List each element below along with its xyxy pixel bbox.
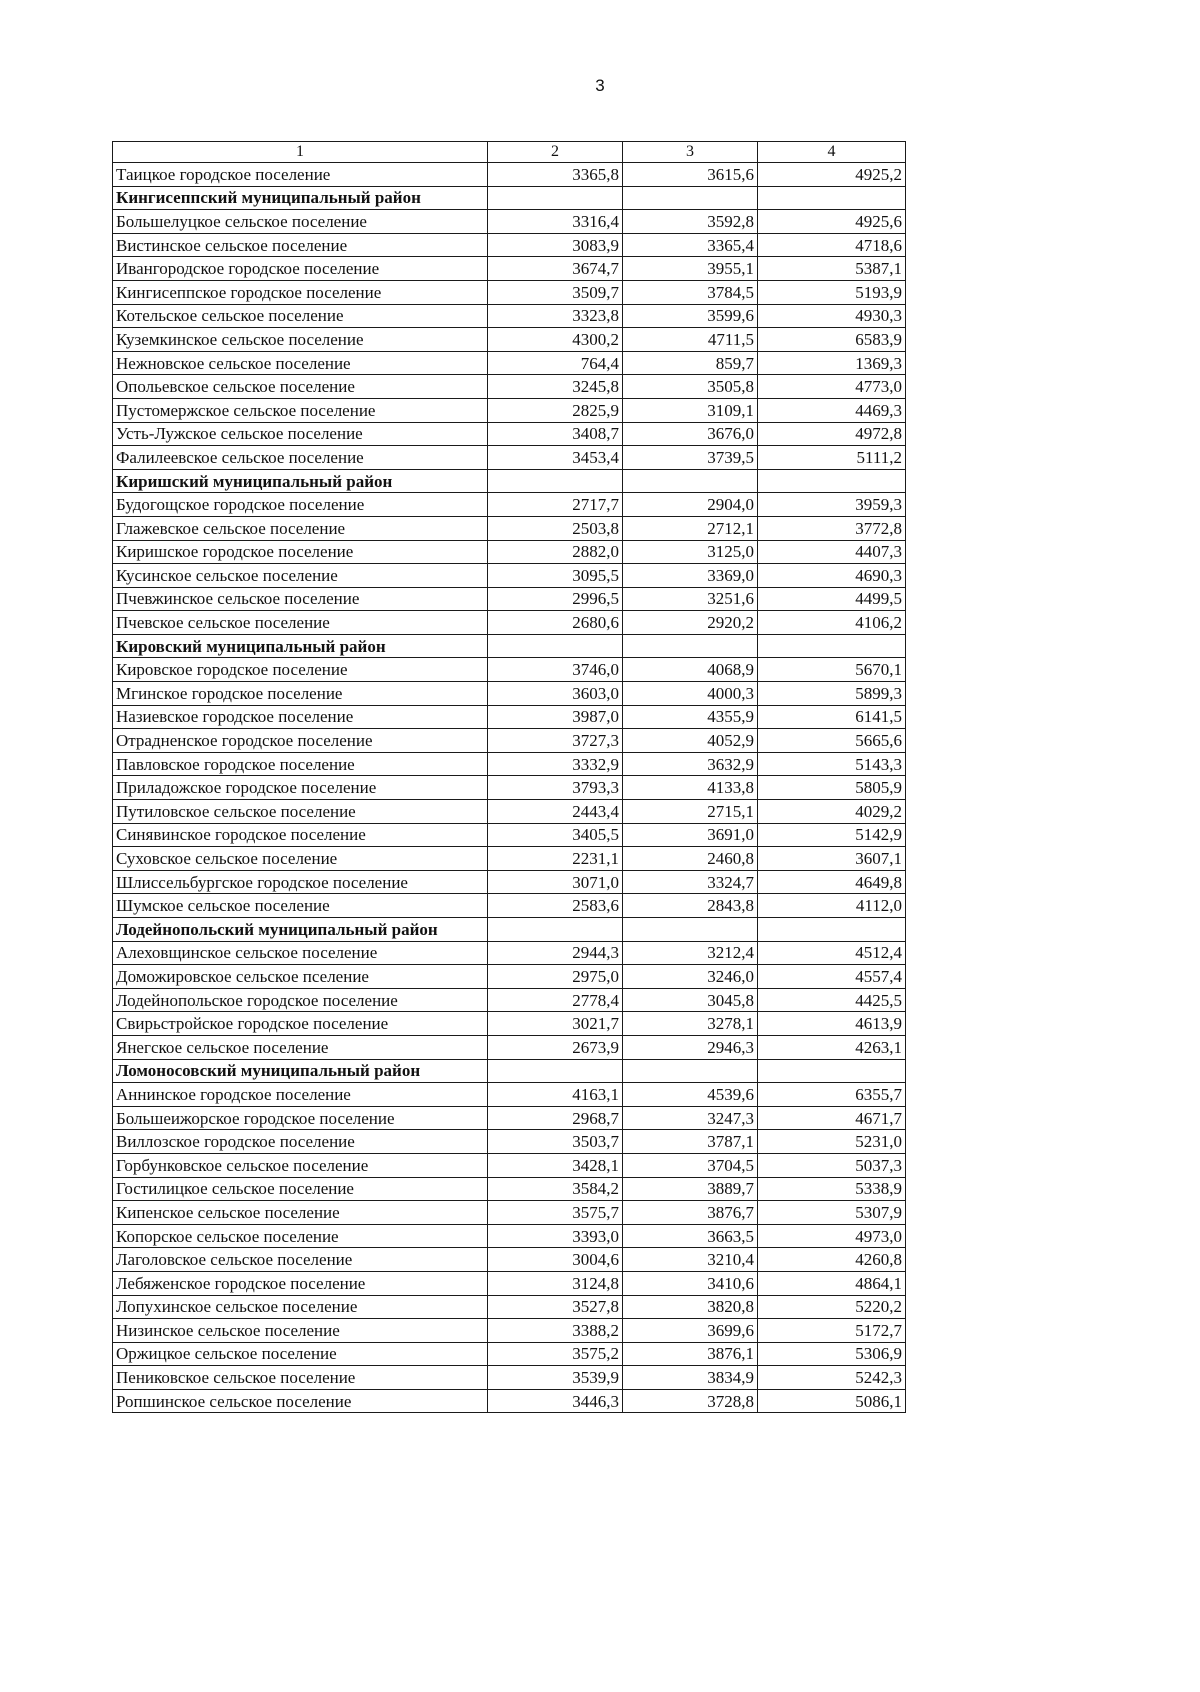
district-row bbox=[113, 918, 906, 942]
table-row bbox=[113, 988, 906, 1012]
table-row bbox=[113, 446, 906, 470]
value-col-4: 4925,6 bbox=[758, 210, 906, 234]
value-col-4: 6583,9 bbox=[758, 328, 906, 352]
value-col-3: 3251,6 bbox=[623, 587, 758, 611]
value-col-2: 3332,9 bbox=[488, 752, 623, 776]
value-col-3: 3278,1 bbox=[623, 1012, 758, 1036]
value-col-3: 4539,6 bbox=[623, 1083, 758, 1107]
empty-cell bbox=[758, 186, 906, 210]
value-col-3: 3739,5 bbox=[623, 446, 758, 470]
value-col-3: 3955,1 bbox=[623, 257, 758, 281]
value-col-3: 3632,9 bbox=[623, 752, 758, 776]
value-col-3: 3691,0 bbox=[623, 823, 758, 847]
value-col-4: 4260,8 bbox=[758, 1248, 906, 1272]
data-table bbox=[112, 141, 906, 1413]
value-col-4: 4469,3 bbox=[758, 398, 906, 422]
table-row bbox=[113, 658, 906, 682]
table-row bbox=[113, 823, 906, 847]
empty-cell bbox=[488, 918, 623, 942]
settlement-name: Кусинское сельское поселение bbox=[113, 564, 488, 588]
settlement-name: Свирьстройское городское поселение bbox=[113, 1012, 488, 1036]
settlement-name: Кировское городское поселение bbox=[113, 658, 488, 682]
settlement-name: Ивангородское городское поселение bbox=[113, 257, 488, 281]
value-col-4: 5037,3 bbox=[758, 1153, 906, 1177]
column-header-2: 2 bbox=[488, 142, 623, 163]
value-col-2: 3746,0 bbox=[488, 658, 623, 682]
value-col-3: 4052,9 bbox=[623, 729, 758, 753]
value-col-2: 2944,3 bbox=[488, 941, 623, 965]
value-col-2: 3316,4 bbox=[488, 210, 623, 234]
value-col-4: 5665,6 bbox=[758, 729, 906, 753]
table-row bbox=[113, 1366, 906, 1390]
table-row bbox=[113, 351, 906, 375]
table-row bbox=[113, 1319, 906, 1343]
table-row bbox=[113, 398, 906, 422]
table-body bbox=[113, 142, 906, 1413]
value-col-3: 2920,2 bbox=[623, 611, 758, 635]
settlement-name: Доможировское сельское пселение bbox=[113, 965, 488, 989]
district-row bbox=[113, 186, 906, 210]
value-col-2: 3503,7 bbox=[488, 1130, 623, 1154]
value-col-4: 5670,1 bbox=[758, 658, 906, 682]
value-col-3: 3676,0 bbox=[623, 422, 758, 446]
table-row bbox=[113, 1201, 906, 1225]
value-col-4: 4512,4 bbox=[758, 941, 906, 965]
value-col-4: 4029,2 bbox=[758, 800, 906, 824]
settlement-name: Пениковское сельское поселение bbox=[113, 1366, 488, 1390]
empty-cell bbox=[488, 469, 623, 493]
empty-cell bbox=[758, 634, 906, 658]
value-col-3: 3820,8 bbox=[623, 1295, 758, 1319]
value-col-2: 3021,7 bbox=[488, 1012, 623, 1036]
empty-cell bbox=[623, 918, 758, 942]
value-col-4: 4407,3 bbox=[758, 540, 906, 564]
settlement-name: Копорское сельское поселение bbox=[113, 1224, 488, 1248]
value-col-2: 2882,0 bbox=[488, 540, 623, 564]
table-row bbox=[113, 163, 906, 187]
value-col-2: 4300,2 bbox=[488, 328, 623, 352]
value-col-2: 2968,7 bbox=[488, 1106, 623, 1130]
value-col-3: 3704,5 bbox=[623, 1153, 758, 1177]
table-row bbox=[113, 493, 906, 517]
value-col-4: 6355,7 bbox=[758, 1083, 906, 1107]
value-col-4: 3607,1 bbox=[758, 847, 906, 871]
settlement-name: Шумское сельское поселение bbox=[113, 894, 488, 918]
value-col-2: 3727,3 bbox=[488, 729, 623, 753]
settlement-name: Путиловское сельское поселение bbox=[113, 800, 488, 824]
value-col-2: 3674,7 bbox=[488, 257, 623, 281]
value-col-4: 4718,6 bbox=[758, 233, 906, 257]
value-col-4: 4773,0 bbox=[758, 375, 906, 399]
settlement-name: Павловское городское поселение bbox=[113, 752, 488, 776]
settlement-name: Опольевское сельское поселение bbox=[113, 375, 488, 399]
value-col-2: 3095,5 bbox=[488, 564, 623, 588]
value-col-2: 2231,1 bbox=[488, 847, 623, 871]
settlement-name: Киришское городское поселение bbox=[113, 540, 488, 564]
settlement-name: Пчевжинское сельское поселение bbox=[113, 587, 488, 611]
table-row bbox=[113, 847, 906, 871]
settlement-name: Мгинское городское поселение bbox=[113, 682, 488, 706]
settlement-name: Синявинское городское поселение bbox=[113, 823, 488, 847]
value-col-4: 5220,2 bbox=[758, 1295, 906, 1319]
value-col-3: 4000,3 bbox=[623, 682, 758, 706]
column-header-3: 3 bbox=[623, 142, 758, 163]
value-col-3: 2946,3 bbox=[623, 1035, 758, 1059]
value-col-3: 3212,4 bbox=[623, 941, 758, 965]
value-col-4: 4499,5 bbox=[758, 587, 906, 611]
table-row bbox=[113, 1295, 906, 1319]
settlement-name: Аннинское городское поселение bbox=[113, 1083, 488, 1107]
settlement-name: Вистинское сельское поселение bbox=[113, 233, 488, 257]
value-col-3: 3210,4 bbox=[623, 1248, 758, 1272]
value-col-3: 3599,6 bbox=[623, 304, 758, 328]
value-col-4: 3959,3 bbox=[758, 493, 906, 517]
table-row bbox=[113, 1106, 906, 1130]
table-row bbox=[113, 587, 906, 611]
table-row bbox=[113, 611, 906, 635]
value-col-2: 3124,8 bbox=[488, 1271, 623, 1295]
value-col-2: 2443,4 bbox=[488, 800, 623, 824]
value-col-2: 3004,6 bbox=[488, 1248, 623, 1272]
empty-cell bbox=[623, 1059, 758, 1083]
value-col-3: 2904,0 bbox=[623, 493, 758, 517]
settlement-name: Виллозское городское поселение bbox=[113, 1130, 488, 1154]
value-col-2: 2680,6 bbox=[488, 611, 623, 635]
table-row bbox=[113, 1177, 906, 1201]
table-row bbox=[113, 1271, 906, 1295]
district-name: Кировский муниципальный район bbox=[113, 634, 488, 658]
district-name: Кингисеппский муниципальный район bbox=[113, 186, 488, 210]
value-col-4: 6141,5 bbox=[758, 705, 906, 729]
empty-cell bbox=[488, 634, 623, 658]
value-col-2: 3405,5 bbox=[488, 823, 623, 847]
value-col-3: 3728,8 bbox=[623, 1389, 758, 1413]
value-col-2: 3509,7 bbox=[488, 280, 623, 304]
value-col-2: 3584,2 bbox=[488, 1177, 623, 1201]
value-col-3: 3247,3 bbox=[623, 1106, 758, 1130]
table-row bbox=[113, 776, 906, 800]
value-col-2: 3527,8 bbox=[488, 1295, 623, 1319]
value-col-3: 3045,8 bbox=[623, 988, 758, 1012]
table-row bbox=[113, 375, 906, 399]
table-row bbox=[113, 540, 906, 564]
value-col-4: 5307,9 bbox=[758, 1201, 906, 1225]
settlement-name: Янегское сельское поселение bbox=[113, 1035, 488, 1059]
table-row bbox=[113, 1130, 906, 1154]
district-name: Ломоносовский муниципальный район bbox=[113, 1059, 488, 1083]
value-col-3: 3834,9 bbox=[623, 1366, 758, 1390]
settlement-name: Низинское сельское поселение bbox=[113, 1319, 488, 1343]
value-col-3: 4711,5 bbox=[623, 328, 758, 352]
settlement-name: Алеховщинское сельское поселение bbox=[113, 941, 488, 965]
empty-cell bbox=[488, 1059, 623, 1083]
table-row bbox=[113, 210, 906, 234]
table-row bbox=[113, 233, 906, 257]
table-row bbox=[113, 1224, 906, 1248]
value-col-2: 2778,4 bbox=[488, 988, 623, 1012]
settlement-name: Будогощское городское поселение bbox=[113, 493, 488, 517]
value-col-2: 3071,0 bbox=[488, 870, 623, 894]
value-col-4: 4263,1 bbox=[758, 1035, 906, 1059]
value-col-2: 2717,7 bbox=[488, 493, 623, 517]
settlement-name: Назиевское городское поселение bbox=[113, 705, 488, 729]
table-row bbox=[113, 894, 906, 918]
empty-cell bbox=[623, 186, 758, 210]
table-row bbox=[113, 965, 906, 989]
settlement-name: Пустомержское сельское поселение bbox=[113, 398, 488, 422]
value-col-3: 3784,5 bbox=[623, 280, 758, 304]
district-row bbox=[113, 469, 906, 493]
table-row bbox=[113, 941, 906, 965]
value-col-2: 3575,2 bbox=[488, 1342, 623, 1366]
value-col-3: 3592,8 bbox=[623, 210, 758, 234]
settlement-name: Гостилицкое сельское поселение bbox=[113, 1177, 488, 1201]
settlement-name: Шлиссельбургское городское поселение bbox=[113, 870, 488, 894]
table-row bbox=[113, 1083, 906, 1107]
table-row bbox=[113, 1035, 906, 1059]
table-row bbox=[113, 729, 906, 753]
value-col-4: 4930,3 bbox=[758, 304, 906, 328]
value-col-2: 2825,9 bbox=[488, 398, 623, 422]
settlement-name: Приладожское городское поселение bbox=[113, 776, 488, 800]
value-col-4: 4649,8 bbox=[758, 870, 906, 894]
value-col-3: 3324,7 bbox=[623, 870, 758, 894]
value-col-4: 4671,7 bbox=[758, 1106, 906, 1130]
value-col-4: 4973,0 bbox=[758, 1224, 906, 1248]
table-row bbox=[113, 1248, 906, 1272]
value-col-2: 3408,7 bbox=[488, 422, 623, 446]
table-row bbox=[113, 705, 906, 729]
empty-cell bbox=[758, 918, 906, 942]
value-col-3: 2460,8 bbox=[623, 847, 758, 871]
empty-cell bbox=[758, 1059, 906, 1083]
settlement-name: Большелуцкое сельское поселение bbox=[113, 210, 488, 234]
settlement-name: Лопухинское сельское поселение bbox=[113, 1295, 488, 1319]
district-row bbox=[113, 1059, 906, 1083]
value-col-4: 5306,9 bbox=[758, 1342, 906, 1366]
value-col-2: 2975,0 bbox=[488, 965, 623, 989]
value-col-3: 3699,6 bbox=[623, 1319, 758, 1343]
value-col-2: 3365,8 bbox=[488, 163, 623, 187]
settlement-name: Таицкое городское поселение bbox=[113, 163, 488, 187]
district-name: Киришский муниципальный район bbox=[113, 469, 488, 493]
settlement-name: Кингисеппское городское поселение bbox=[113, 280, 488, 304]
value-col-4: 4972,8 bbox=[758, 422, 906, 446]
value-col-4: 4864,1 bbox=[758, 1271, 906, 1295]
table-header-row bbox=[113, 142, 906, 163]
value-col-2: 2583,6 bbox=[488, 894, 623, 918]
value-col-4: 5338,9 bbox=[758, 1177, 906, 1201]
value-col-3: 3615,6 bbox=[623, 163, 758, 187]
settlement-name: Оржицкое сельское поселение bbox=[113, 1342, 488, 1366]
table-row bbox=[113, 280, 906, 304]
settlement-name: Глажевское сельское поселение bbox=[113, 516, 488, 540]
settlement-name: Усть-Лужское сельское поселение bbox=[113, 422, 488, 446]
value-col-4: 5387,1 bbox=[758, 257, 906, 281]
table-row bbox=[113, 328, 906, 352]
value-col-4: 4613,9 bbox=[758, 1012, 906, 1036]
table-row bbox=[113, 422, 906, 446]
settlement-name: Фалилеевское сельское поселение bbox=[113, 446, 488, 470]
value-col-4: 5111,2 bbox=[758, 446, 906, 470]
value-col-2: 2503,8 bbox=[488, 516, 623, 540]
empty-cell bbox=[488, 186, 623, 210]
value-col-2: 3388,2 bbox=[488, 1319, 623, 1343]
settlement-name: Куземкинское сельское поселение bbox=[113, 328, 488, 352]
table-row bbox=[113, 752, 906, 776]
value-col-2: 3083,9 bbox=[488, 233, 623, 257]
value-col-2: 764,4 bbox=[488, 351, 623, 375]
value-col-2: 3446,3 bbox=[488, 1389, 623, 1413]
column-header-4: 4 bbox=[758, 142, 906, 163]
empty-cell bbox=[623, 634, 758, 658]
settlement-name: Лаголовское сельское поселение bbox=[113, 1248, 488, 1272]
value-col-3: 859,7 bbox=[623, 351, 758, 375]
value-col-4: 4106,2 bbox=[758, 611, 906, 635]
value-col-3: 3410,6 bbox=[623, 1271, 758, 1295]
value-col-2: 3603,0 bbox=[488, 682, 623, 706]
value-col-4: 5805,9 bbox=[758, 776, 906, 800]
table-row bbox=[113, 516, 906, 540]
value-col-3: 3505,8 bbox=[623, 375, 758, 399]
value-col-2: 2996,5 bbox=[488, 587, 623, 611]
value-col-3: 2843,8 bbox=[623, 894, 758, 918]
value-col-3: 4355,9 bbox=[623, 705, 758, 729]
table-row bbox=[113, 1153, 906, 1177]
value-col-4: 4690,3 bbox=[758, 564, 906, 588]
empty-cell bbox=[623, 469, 758, 493]
value-col-3: 4068,9 bbox=[623, 658, 758, 682]
settlement-name: Суховское сельское поселение bbox=[113, 847, 488, 871]
value-col-4: 5086,1 bbox=[758, 1389, 906, 1413]
table-row bbox=[113, 257, 906, 281]
settlement-name: Котельское сельское поселение bbox=[113, 304, 488, 328]
value-col-3: 3889,7 bbox=[623, 1177, 758, 1201]
value-col-3: 3663,5 bbox=[623, 1224, 758, 1248]
table-row bbox=[113, 304, 906, 328]
value-col-3: 3246,0 bbox=[623, 965, 758, 989]
settlement-name: Большеижорское городское поселение bbox=[113, 1106, 488, 1130]
column-header-1: 1 bbox=[113, 142, 488, 163]
settlement-name: Пчевское сельское поселение bbox=[113, 611, 488, 635]
settlement-name: Ропшинское сельское поселение bbox=[113, 1389, 488, 1413]
value-col-4: 4925,2 bbox=[758, 163, 906, 187]
value-col-3: 3876,7 bbox=[623, 1201, 758, 1225]
value-col-3: 3365,4 bbox=[623, 233, 758, 257]
empty-cell bbox=[758, 469, 906, 493]
settlement-name: Лодейнопольское городское поселение bbox=[113, 988, 488, 1012]
value-col-4: 5242,3 bbox=[758, 1366, 906, 1390]
value-col-4: 5899,3 bbox=[758, 682, 906, 706]
value-col-2: 2673,9 bbox=[488, 1035, 623, 1059]
settlement-name: Горбунковское сельское поселение bbox=[113, 1153, 488, 1177]
value-col-2: 3793,3 bbox=[488, 776, 623, 800]
table-row bbox=[113, 800, 906, 824]
value-col-2: 3539,9 bbox=[488, 1366, 623, 1390]
district-row bbox=[113, 634, 906, 658]
value-col-2: 3453,4 bbox=[488, 446, 623, 470]
value-col-3: 3125,0 bbox=[623, 540, 758, 564]
value-col-4: 4112,0 bbox=[758, 894, 906, 918]
value-col-2: 3987,0 bbox=[488, 705, 623, 729]
value-col-2: 3323,8 bbox=[488, 304, 623, 328]
settlement-name: Нежновское сельское поселение bbox=[113, 351, 488, 375]
value-col-4: 3772,8 bbox=[758, 516, 906, 540]
page-number: 3 bbox=[595, 76, 605, 95]
value-col-4: 5143,3 bbox=[758, 752, 906, 776]
value-col-2: 3575,7 bbox=[488, 1201, 623, 1225]
value-col-4: 1369,3 bbox=[758, 351, 906, 375]
value-col-3: 2712,1 bbox=[623, 516, 758, 540]
value-col-4: 5172,7 bbox=[758, 1319, 906, 1343]
value-col-3: 3876,1 bbox=[623, 1342, 758, 1366]
value-col-3: 2715,1 bbox=[623, 800, 758, 824]
table-row bbox=[113, 1389, 906, 1413]
value-col-3: 3787,1 bbox=[623, 1130, 758, 1154]
value-col-3: 3109,1 bbox=[623, 398, 758, 422]
table-row bbox=[113, 1342, 906, 1366]
value-col-3: 3369,0 bbox=[623, 564, 758, 588]
value-col-3: 4133,8 bbox=[623, 776, 758, 800]
value-col-4: 5142,9 bbox=[758, 823, 906, 847]
value-col-4: 4557,4 bbox=[758, 965, 906, 989]
value-col-2: 3428,1 bbox=[488, 1153, 623, 1177]
table-row bbox=[113, 682, 906, 706]
settlement-name: Лебяженское городское поселение bbox=[113, 1271, 488, 1295]
value-col-2: 4163,1 bbox=[488, 1083, 623, 1107]
table-row bbox=[113, 870, 906, 894]
value-col-2: 3245,8 bbox=[488, 375, 623, 399]
district-name: Лодейнопольский муниципальный район bbox=[113, 918, 488, 942]
value-col-4: 5193,9 bbox=[758, 280, 906, 304]
table-row bbox=[113, 564, 906, 588]
settlement-name: Отрадненское городское поселение bbox=[113, 729, 488, 753]
value-col-4: 4425,5 bbox=[758, 988, 906, 1012]
value-col-4: 5231,0 bbox=[758, 1130, 906, 1154]
settlement-name: Кипенское сельское поселение bbox=[113, 1201, 488, 1225]
table-row bbox=[113, 1012, 906, 1036]
value-col-2: 3393,0 bbox=[488, 1224, 623, 1248]
